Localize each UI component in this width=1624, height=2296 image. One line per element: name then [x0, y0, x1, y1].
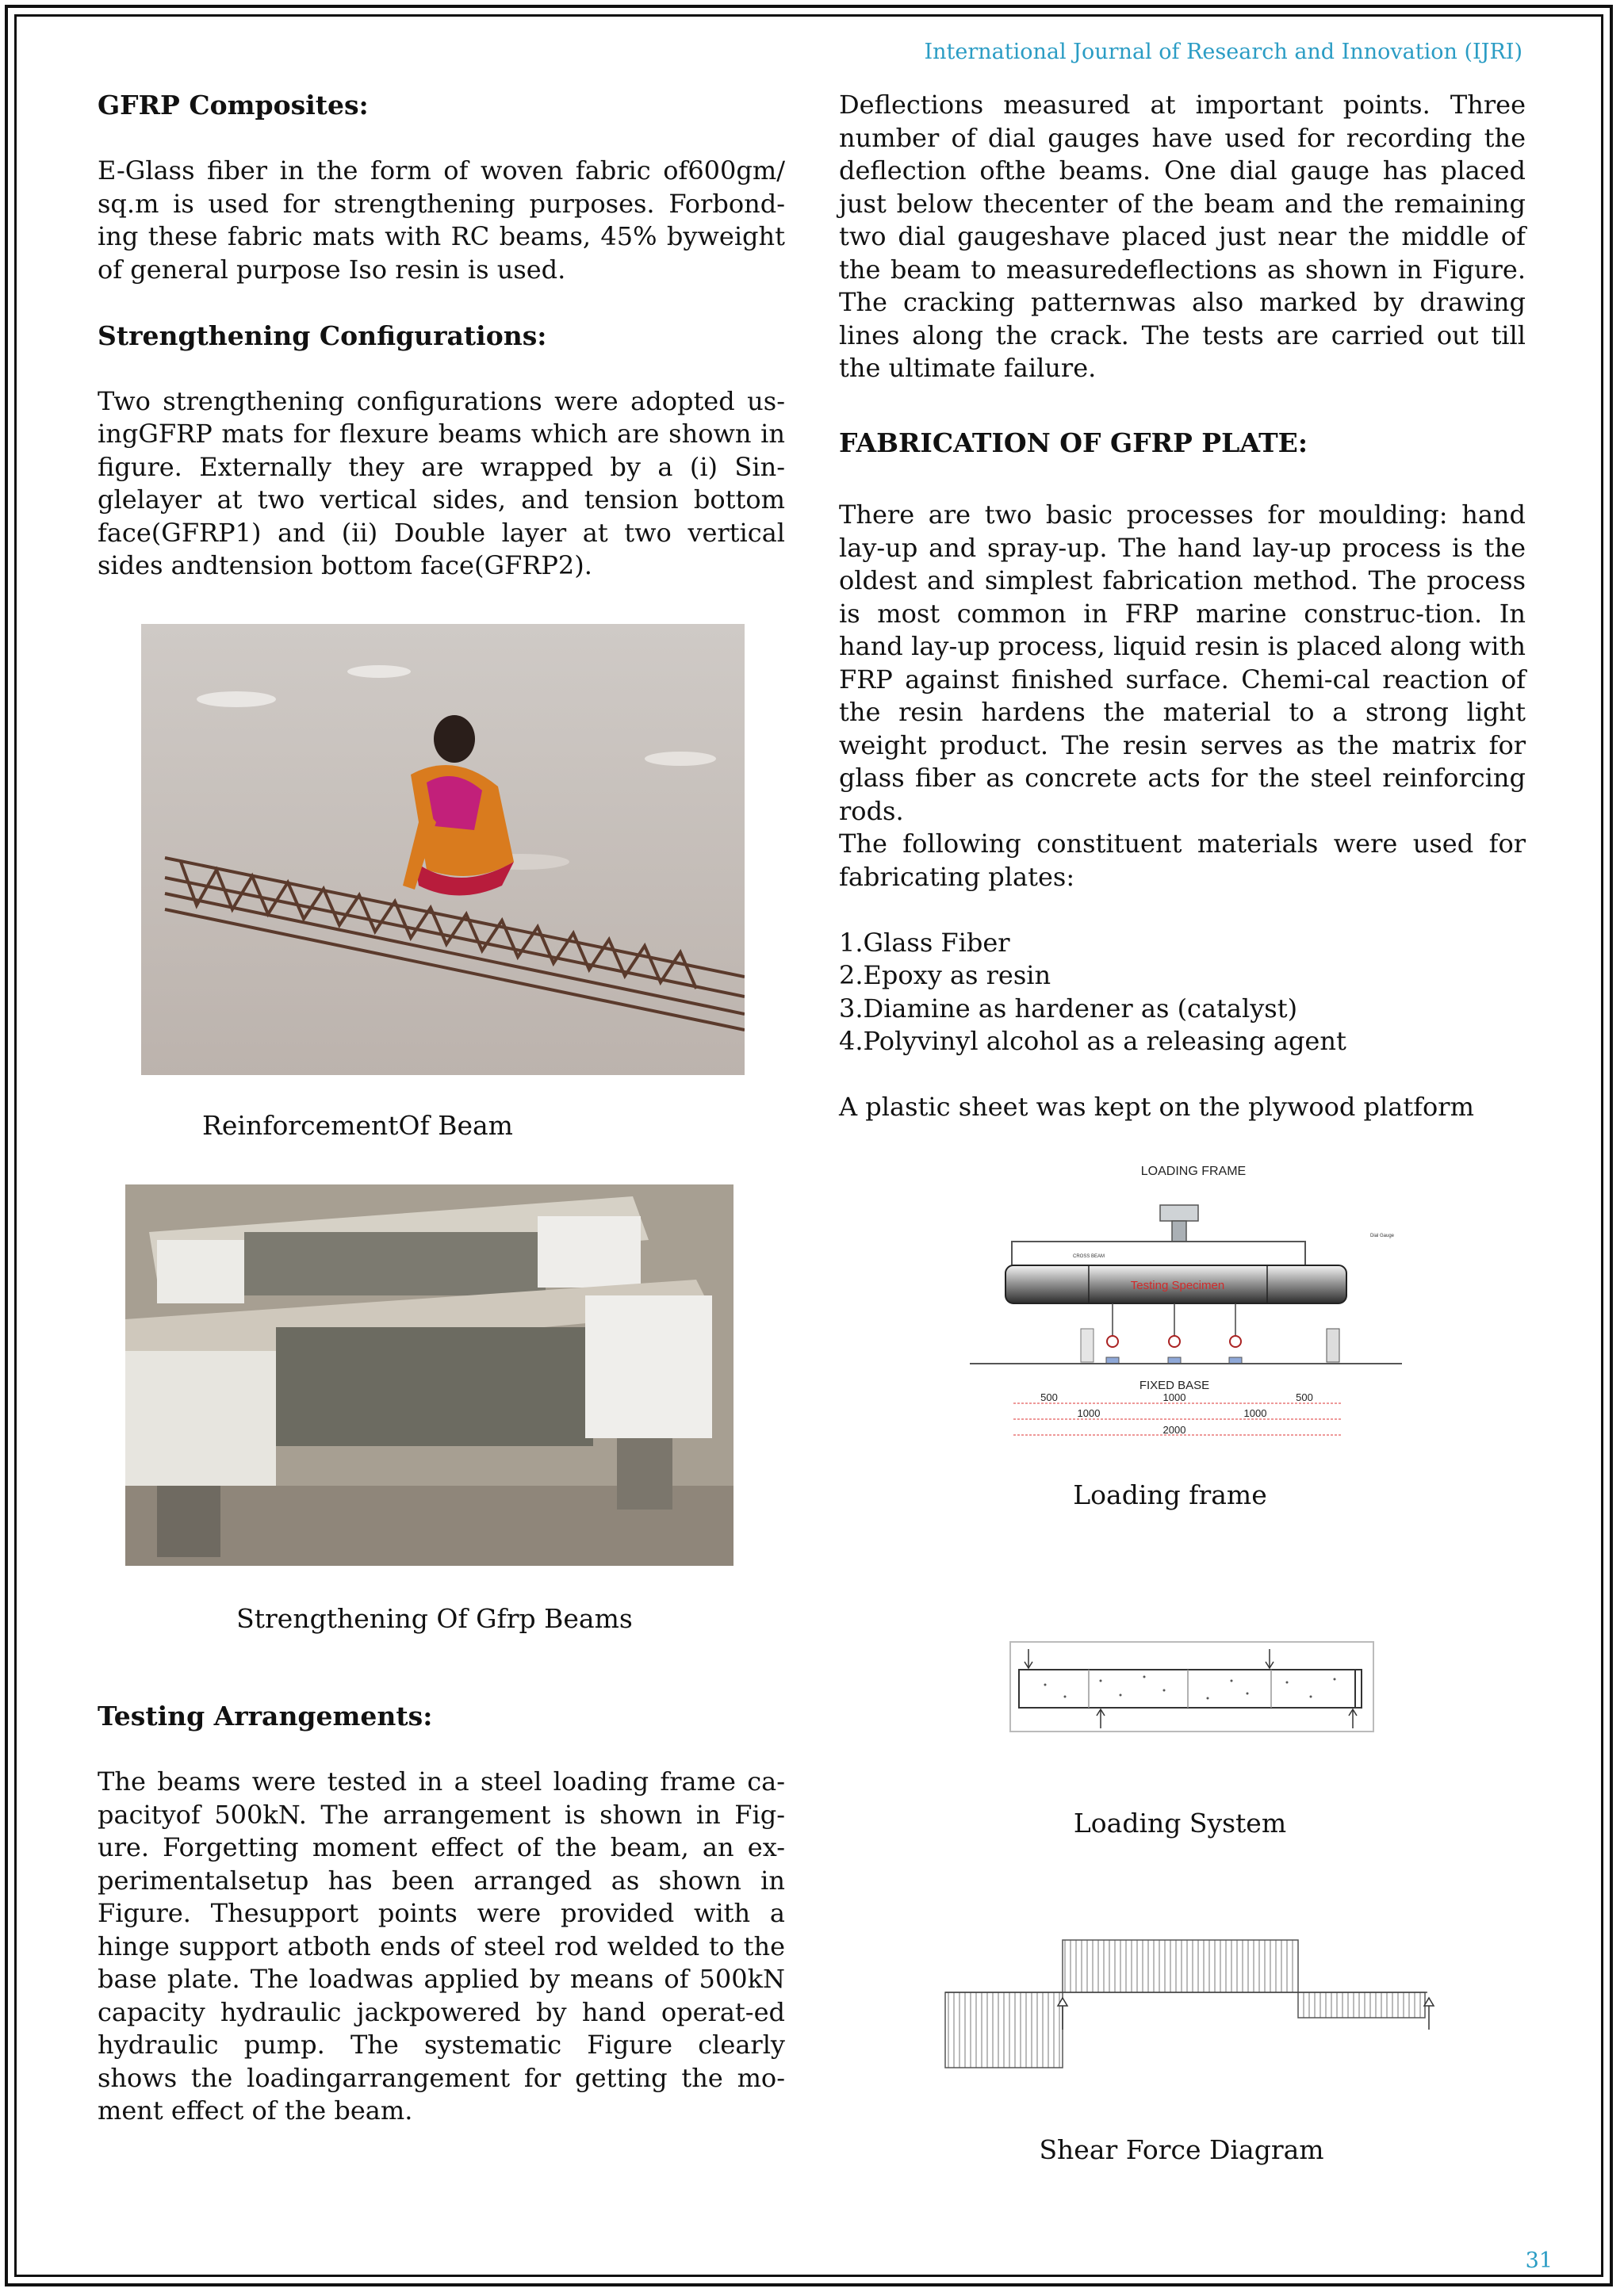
strengthened-beams-photo [125, 1184, 733, 1566]
heading-testing: Testing Arrangements: [98, 1701, 433, 1732]
dimension-500-right: 500 [1296, 1391, 1313, 1403]
dimension-1000-right: 1000 [1243, 1407, 1267, 1419]
figure-caption-loading-frame: Loading frame [1073, 1479, 1267, 1510]
right-column [839, 89, 1526, 1124]
paragraph-testing: The beams were tested in a steel loading frame ca-pacityof 500kN. The arrangement is shown in Fig-ure. Forgetting moment effect of the beam, an ex-perimentalsetup has been arranged as shown in Figure. Thesupport points were provided with a hinge support atboth ends of steel rod welded to the base plate. The loadwas applied by means of 500kN capacity hydraulic jackpowered by hand operat-ed hydraulic pump. The systematic Figure clearly shows the loadingarrangement for getting the mo-ment effect of the beam. [98, 1766, 785, 2126]
left-column [98, 89, 785, 583]
list-item: 4.Polyvinyl alcohol as a releasing agent [839, 1026, 1346, 1056]
figure-caption-gfrp-beams: Strengthening Of Gfrp Beams [236, 1603, 633, 1634]
loading-system-diagram [1009, 1641, 1374, 1732]
reinforcement-photo [141, 624, 745, 1075]
loading-frame-title: LOADING FRAME [1140, 1165, 1247, 1178]
paragraph-plastic-sheet: A plastic sheet was kept on the plywood platform [839, 1092, 1474, 1122]
loading-frame-diagram [970, 1158, 1414, 1459]
list-item: 1.Glass Fiber [839, 927, 1010, 958]
dial-gauge-label: Dial Gauge [1370, 1234, 1395, 1238]
journal-header: International Journal of Research and Innovation (IJRI) [924, 40, 1522, 64]
testing-specimen-label: Testing Specimen [1130, 1279, 1225, 1292]
paragraph-moulding: There are two basic processes for moulding: hand lay-up and spray-up. The hand lay-up process is the oldest and simplest fabrication method. The process is most common in FRP marine construc-tion. In hand lay-up process, liquid resin is placed along with FRP against finished surface. Chemi-cal reaction of the resin hardens the material to a strong light weight product. The resin serves as the matrix for glass fiber as concrete acts for the steel reinforcing rods. [839, 499, 1526, 826]
figure-caption-shear-force: Shear Force Diagram [1039, 2134, 1324, 2165]
crossbeam-label: CROSS BEAM [1073, 1254, 1105, 1259]
list-item: 2.Epoxy as resin [839, 960, 1051, 990]
heading-strengthening: Strengthening Configurations: [98, 320, 547, 351]
paragraph-strengthening: Two strengthening configurations were adopted us-ingGFRP mats for flexure beams which are shown in figure. Externally they are wrapped by a (i) Sin-glelayer at two vertical sides, and tension bottom face(GFRP1) and (ii) Double layer at two vertical sides andtension bottom face(GFRP2). [98, 385, 785, 580]
paragraph-constituents: The following constituent materials were used for fabricating plates: [839, 828, 1526, 892]
fixed-base-label: FIXED BASE [1139, 1379, 1210, 1392]
dimension-500-left: 500 [1040, 1391, 1058, 1403]
paragraph-gfrp: E-Glass fiber in the form of woven fabric of600gm/ sq.m is used for strengthening purposes. Forbond-ing these fabric mats with RC beams, 45% byweight of general purpose Iso resin is used. [98, 155, 785, 285]
dimension-2000: 2000 [1162, 1424, 1186, 1436]
heading-gfrp-composites: GFRP Composites: [98, 90, 369, 121]
dimension-1000-left: 1000 [1077, 1407, 1101, 1419]
heading-fabrication: FABRICATION OF GFRP PLATE: [839, 427, 1308, 458]
shear-force-diagram [942, 1934, 1442, 2073]
paragraph-deflections: Deflections measured at important points. Three number of dial gauges have used for recording the deflection ofthe beams. One dial gauge has placed just below thecenter of the beam and the remaining two dial gaugeshave placed just near the middle of the beam to measuredeflections as shown in Figure. The cracking patternwas also marked by drawing lines along the crack. The tests are carried out till the ultimate failure. [839, 90, 1526, 383]
list-item: 3.Diamine as hardener as (catalyst) [839, 993, 1298, 1024]
dimension-1000-top: 1000 [1162, 1391, 1186, 1403]
materials-list [839, 927, 1526, 1058]
figure-caption-reinforcement: ReinforcementOf Beam [202, 1110, 513, 1141]
page-number: 31 [1525, 2248, 1553, 2273]
testing-section [98, 1700, 785, 2128]
figure-caption-loading-system: Loading System [1073, 1808, 1287, 1839]
